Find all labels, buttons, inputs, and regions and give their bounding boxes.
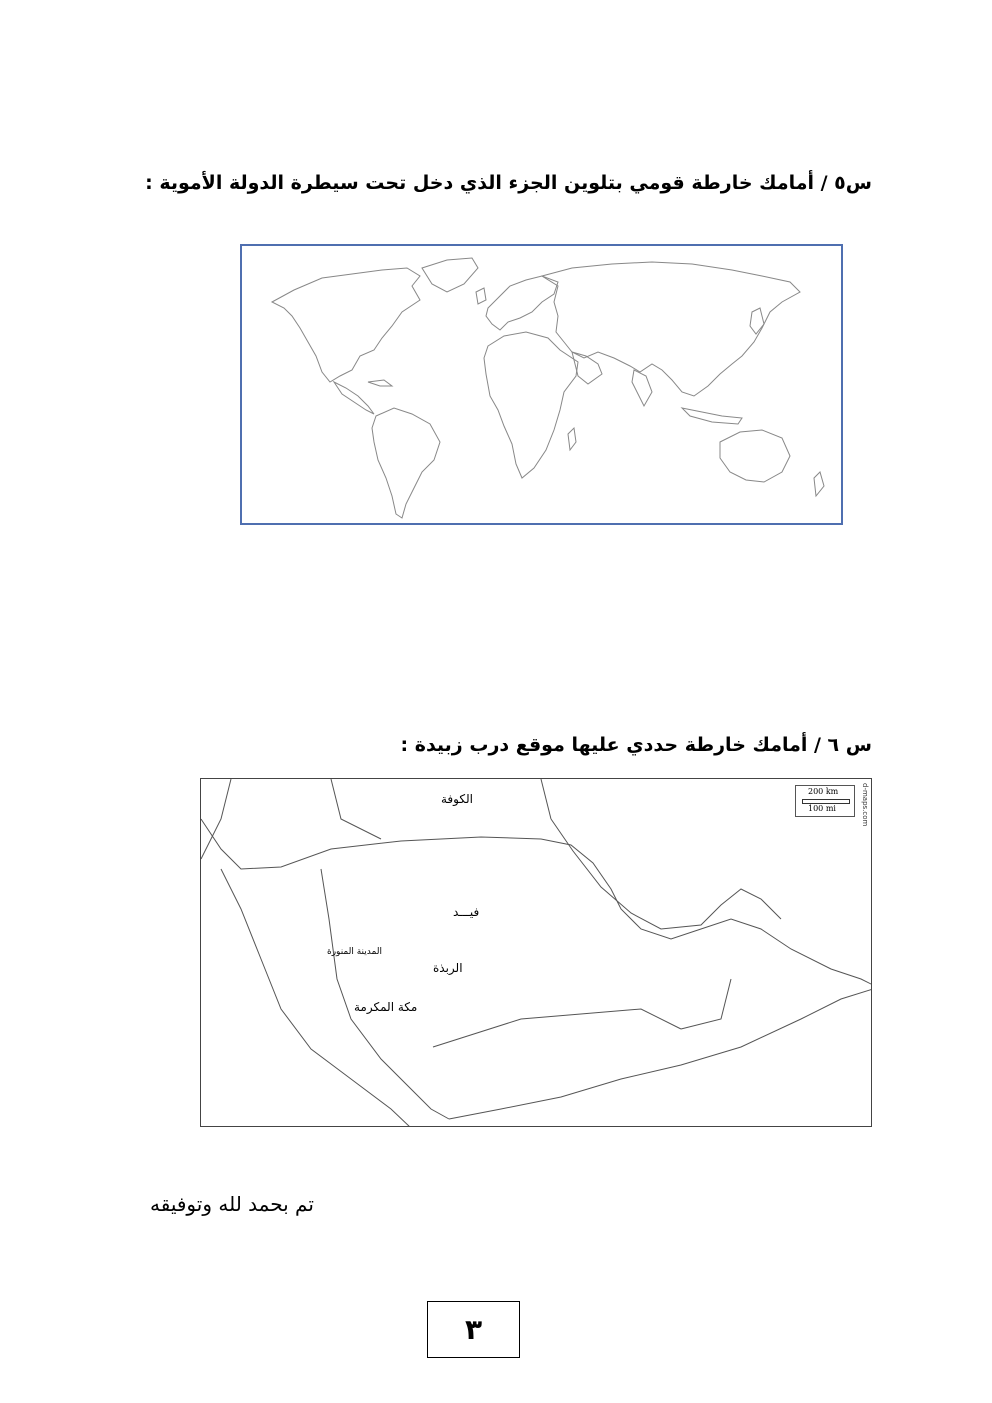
red-sea-east-coast (321, 869, 449, 1119)
southern-coast (449, 989, 872, 1119)
new-zealand-outline (814, 472, 824, 496)
central-america-outline (334, 382, 374, 414)
greenland-outline (422, 258, 478, 292)
india-outline (632, 370, 652, 406)
question-6: س ٦ / أمامك خارطة حددي عليها موقع درب زبيدة : (400, 734, 872, 756)
scale-mi: 100 mi (808, 804, 836, 813)
north-america-outline (272, 268, 420, 382)
page-number-value: ٣ (464, 1313, 483, 1346)
madagascar-outline (568, 428, 576, 450)
scale-km: 200 km (808, 787, 839, 796)
closing-text: تم بحمد لله وتوفيقه (150, 1192, 314, 1216)
place-fayd: فيـــد (453, 905, 480, 919)
border-west (201, 779, 231, 859)
border-yemen (433, 1009, 681, 1047)
peninsula-coast (201, 819, 872, 985)
border-oman (681, 979, 731, 1029)
border-north (331, 779, 381, 839)
place-kufa: الكوفة (441, 792, 473, 806)
map-brand: d-maps.com (861, 783, 869, 827)
place-makkah: مكة المكرمة (354, 1000, 418, 1014)
africa-outline (484, 332, 578, 478)
red-sea-west-coast (221, 869, 411, 1127)
question-5: س٥ / أمامك خارطة قومي بتلوين الجزء الذي دخل تحت سيطرة الدولة الأموية : (145, 172, 872, 194)
south-america-outline (372, 408, 440, 518)
place-madina: المدينة المنورة (327, 947, 382, 957)
page-number (427, 1301, 520, 1358)
gulf-coast (551, 819, 781, 929)
japan-outline (750, 308, 764, 334)
indonesia-outline (682, 408, 742, 424)
world-map (240, 244, 843, 525)
australia-outline (720, 430, 790, 482)
world-outline-map (242, 246, 845, 527)
map-scale (795, 785, 855, 817)
border-iraq (541, 779, 551, 819)
britain-outline (476, 288, 486, 304)
europe-outline (486, 276, 558, 330)
place-rabadha: الربذة (433, 961, 463, 975)
arabia-outline-map (201, 779, 872, 1127)
arabia-map (200, 778, 872, 1127)
caribbean-outline (368, 380, 392, 386)
arabia-outline (572, 352, 602, 384)
asia-outline (542, 262, 800, 396)
